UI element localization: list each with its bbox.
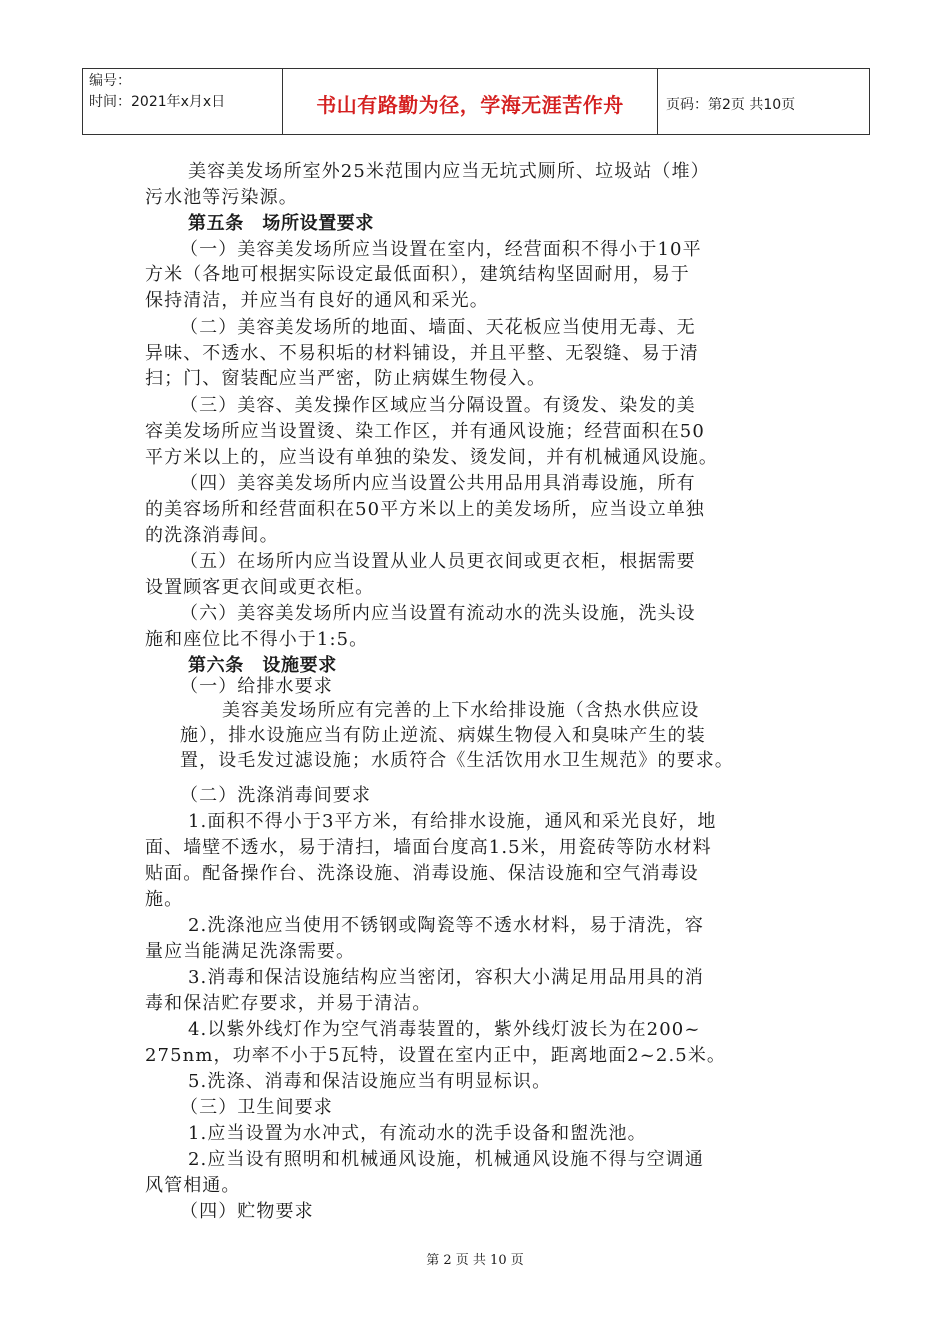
text-line: 施），排水设施应当有防止逆流、病媒生物侵入和臭味产生的装 (180, 725, 706, 746)
text-line: 设置顾客更衣间或更衣柜。 (145, 577, 375, 598)
text-line: 面、墙壁不透水，易于清扫，墙面台度高1.5米，用瓷砖等防水材料 (145, 837, 712, 858)
text-line: 2.洗涤池应当使用不锈钢或陶瓷等不透水材料，易于清洗，容 (188, 915, 704, 936)
text-line: （二）美容美发场所的地面、墙面、天花板应当使用无毒、无 (180, 317, 696, 338)
text-line: 5.洗涤、消毒和保洁设施应当有明显标识。 (188, 1071, 552, 1092)
text-line: 1.面积不得小于3平方米，有给排水设施，通风和采光良好，地 (188, 811, 717, 832)
text-line: 2.应当设有照明和机械通风设施，机械通风设施不得与空调通 (188, 1149, 704, 1170)
text-line: 保持清洁，并应当有良好的通风和采光。 (145, 290, 489, 311)
page-footer: 第 2 页 共 10 页 (426, 1253, 524, 1268)
text-line: 量应当能满足洗涤需要。 (145, 941, 356, 962)
text-line: 的美容场所和经营面积在50平方米以上的美发场所，应当设立单独 (145, 499, 705, 520)
header-table (82, 68, 870, 135)
text-line: 毒和保洁贮存要求，并易于清洁。 (145, 993, 432, 1014)
document-time: 时间：2021年x月x日 (89, 94, 226, 110)
text-line: 置，设毛发过滤设施；水质符合《生活饮用水卫生规范》的要求。 (180, 750, 734, 771)
section-heading: （一）给排水要求 (180, 676, 333, 697)
text-line: 的洗涤消毒间。 (145, 525, 279, 546)
text-line: 贴面。配备操作台、洗涤设施、消毒设施、保洁设施和空气消毒设 (145, 863, 699, 884)
text-line: 3.消毒和保洁设施结构应当密闭，容积大小满足用品用具的消 (188, 967, 704, 988)
header-motto: 书山有路勤为径，学海无涯苦作舟 (283, 69, 658, 134)
text-line: 美容美发场所应有完善的上下水给排设施（含热水供应设 (222, 700, 700, 721)
text-line: 扫；门、窗装配应当严密，防止病媒生物侵入。 (145, 368, 547, 389)
text-line: 4.以紫外线灯作为空气消毒装置的，紫外线灯波长为在200~ (188, 1019, 701, 1040)
text-line: 方米（各地可根据实际设定最低面积），建筑结构坚固耐用，易于 (145, 264, 690, 285)
text-line: 美容美发场所室外25米范围内应当无坑式厕所、垃圾站（堆） (188, 161, 710, 182)
text-line: 施。 (145, 889, 184, 910)
text-line: 容美发场所应当设置烫、染工作区，并有通风设施；经营面积在50 (145, 421, 705, 442)
text-line: 风管相通。 (145, 1175, 241, 1196)
text-line: （三）美容、美发操作区域应当分隔设置。有烫发、染发的美 (180, 395, 696, 416)
text-line: 污水池等污染源。 (145, 187, 298, 208)
text-line: （一）美容美发场所应当设置在室内，经营面积不得小于10平 (180, 239, 702, 260)
article-heading: 第六条 设施要求 (188, 655, 337, 676)
header-meta (83, 69, 283, 134)
section-heading: （四）贮物要求 (180, 1201, 314, 1222)
text-line: （六）美容美发场所内应当设置有流动水的洗头设施，洗头设 (180, 603, 696, 624)
text-line: （五）在场所内应当设置从业人员更衣间或更衣柜，根据需要 (180, 551, 696, 572)
section-heading: （二）洗涤消毒间要求 (180, 785, 371, 806)
text-line: 施和座位比不得小于1:5。 (145, 629, 369, 650)
text-line: 平方米以上的，应当设有单独的染发、烫发间，并有机械通风设施。 (145, 447, 718, 468)
header-page-info: 页码：第2页 共10页 (666, 96, 796, 113)
document-number-label: 编号： (89, 73, 131, 89)
text-line: 异味、不透水、不易积垢的材料铺设，并且平整、无裂缝、易于清 (145, 343, 699, 364)
text-line: 1.应当设置为水冲式，有流动水的洗手设备和盥洗池。 (188, 1123, 647, 1144)
text-line: 275nm，功率不小于5瓦特，设置在室内正中，距离地面2~2.5米。 (145, 1045, 727, 1066)
article-heading: 第五条 场所设置要求 (188, 213, 374, 234)
section-heading: （三）卫生间要求 (180, 1097, 333, 1118)
text-line: （四）美容美发场所内应当设置公共用品用具消毒设施，所有 (180, 473, 696, 494)
